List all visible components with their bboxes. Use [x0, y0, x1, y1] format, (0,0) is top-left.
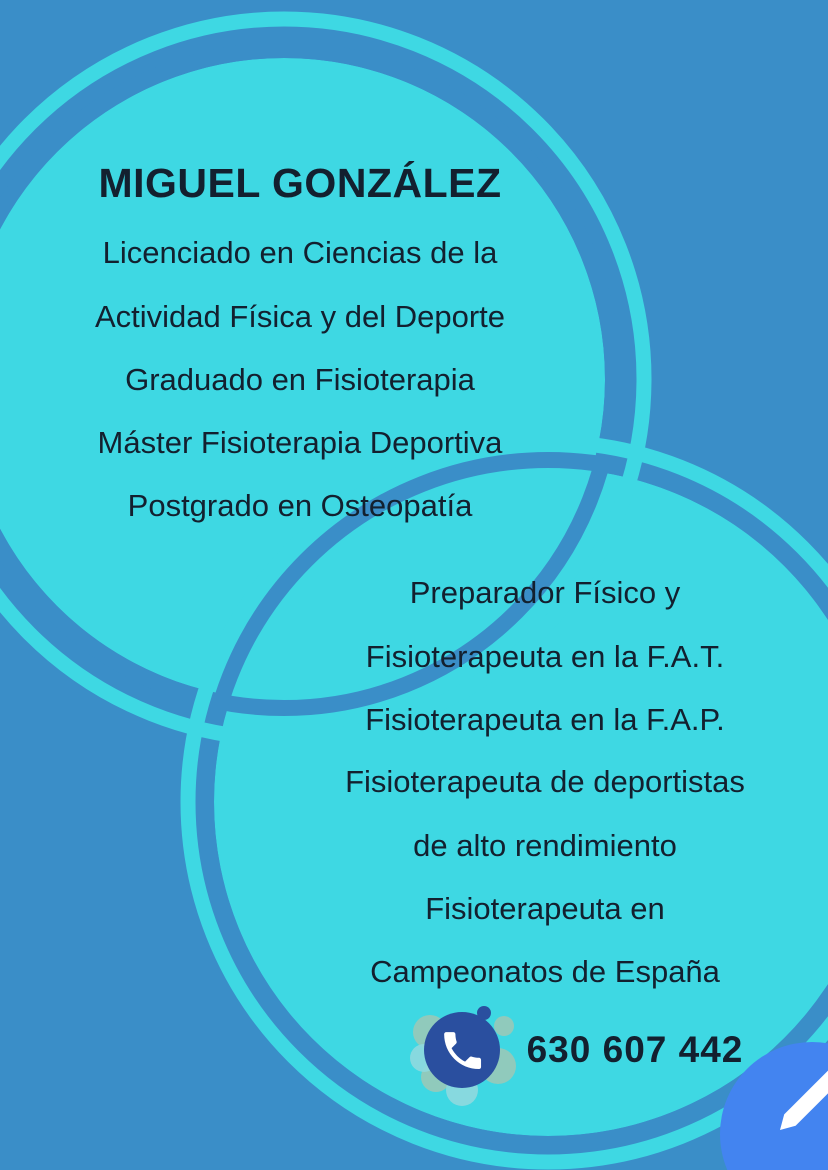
role-line: Fisioterapeuta en la F.A.P.	[365, 702, 725, 737]
role-line: Preparador Físico y	[409, 575, 681, 610]
person-name: MIGUEL GONZÁLEZ	[98, 160, 502, 206]
role-line: Fisioterapeuta en la F.A.T.	[365, 639, 725, 674]
role-line: Fisioterapeuta de deportistas	[345, 764, 745, 799]
credential-line: Licenciado en Ciencias de la	[102, 235, 498, 270]
phone-number: 630 607 442	[526, 1029, 744, 1070]
role-line: de alto rendimiento	[413, 828, 677, 863]
credential-line: Máster Fisioterapia Deportiva	[97, 425, 503, 460]
role-line: Campeonatos de España	[370, 954, 720, 989]
credential-line: Postgrado en Osteopatía	[127, 488, 473, 523]
credential-line: Graduado en Fisioterapia	[125, 362, 475, 397]
role-line: Fisioterapeuta en	[425, 891, 665, 926]
phone-badge-circle	[424, 1012, 500, 1088]
phone-badge-dot	[477, 1006, 491, 1020]
credential-line: Actividad Física y del Deporte	[94, 299, 506, 334]
